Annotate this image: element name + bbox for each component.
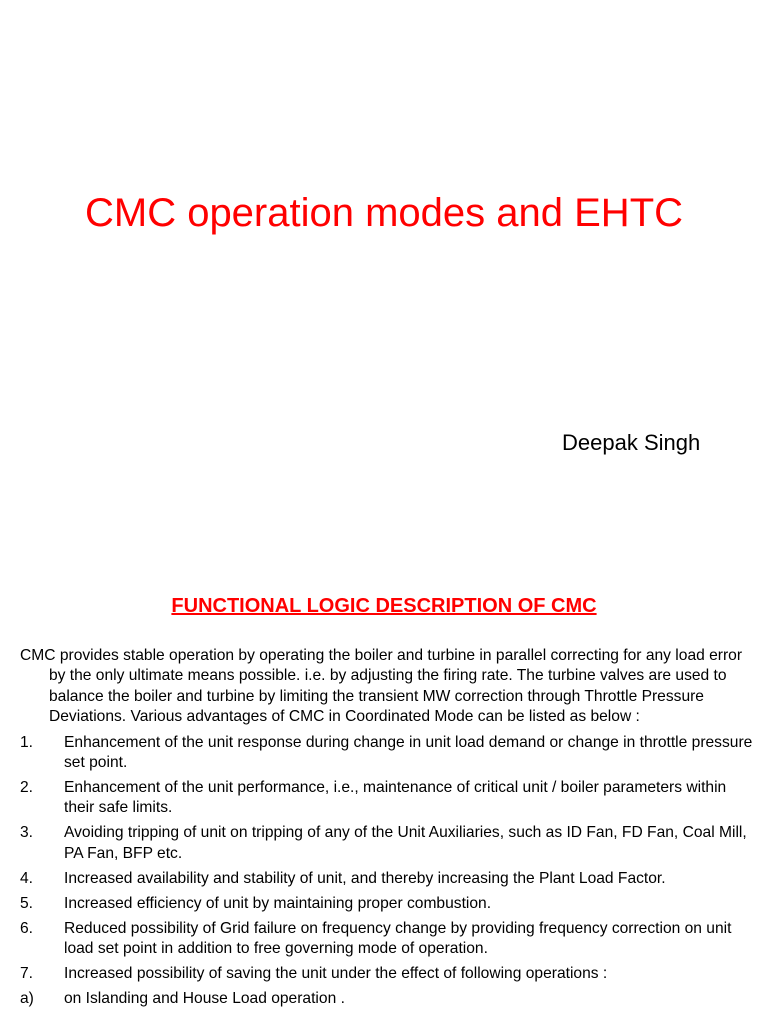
list-text: Increased availability and stability of unit, and thereby increasing the Plant Load Factor. bbox=[64, 869, 666, 887]
slide-title: CMC operation modes and EHTC bbox=[84, 191, 684, 235]
list-number: a) bbox=[20, 990, 34, 1008]
list-item bbox=[20, 894, 760, 914]
list-number: 7. bbox=[20, 965, 34, 983]
content-slide bbox=[0, 560, 768, 1024]
intro-paragraph: CMC provides stable operation by operating the boiler and turbine in parallel correcting for any load error by the only ultimate means possible. i.e. by adjusting the firing rate. The turbine valves are used to balance the boiler and turbine by limiting the transient MW correction through Throttle Pressure Deviations. Various advantages of CMC in Coordinated Mode can be listed as below : bbox=[20, 647, 743, 726]
list-number: 2. bbox=[20, 779, 34, 797]
list-text: Enhancement of the unit performance, i.e., maintenance of critical unit / boiler parameters within their safe limits. bbox=[64, 779, 727, 817]
list-item bbox=[20, 919, 760, 960]
list-text: Enhancement of the unit response during change in unit load demand or change in throttle pressure set point. bbox=[64, 733, 753, 772]
list-item bbox=[20, 989, 760, 1009]
list-text: Reduced possibility of Grid failure on frequency change by providing frequency correction on unit load set point in addition to free governing mode of operation. bbox=[64, 919, 732, 958]
list-item bbox=[20, 823, 760, 864]
list-item bbox=[20, 733, 760, 774]
list-text: Increased efficiency of unit by maintaining proper combustion. bbox=[64, 894, 492, 912]
section-heading: FUNCTIONAL LOGIC DESCRIPTION OF CMC bbox=[171, 595, 597, 617]
list-text: Avoiding tripping of unit on tripping of any of the Unit Auxiliaries, such as ID Fan, FD Fan, Coal Mill, PA Fan, BFP etc. bbox=[64, 824, 747, 862]
list-text: on Islanding and House Load operation . bbox=[64, 990, 345, 1008]
author-name: Deepak Singh bbox=[562, 430, 701, 455]
list-item bbox=[20, 869, 760, 889]
body-text bbox=[20, 646, 760, 1014]
list-number: 5. bbox=[20, 894, 34, 912]
list-number: 3. bbox=[20, 824, 34, 842]
list-number: 1. bbox=[20, 733, 34, 751]
list-text: Increased possibility of saving the unit under the effect of following operations : bbox=[64, 965, 608, 983]
list-number: 6. bbox=[20, 919, 34, 937]
list-item bbox=[20, 964, 760, 984]
list-item bbox=[20, 778, 760, 819]
list-number: 4. bbox=[20, 869, 34, 887]
